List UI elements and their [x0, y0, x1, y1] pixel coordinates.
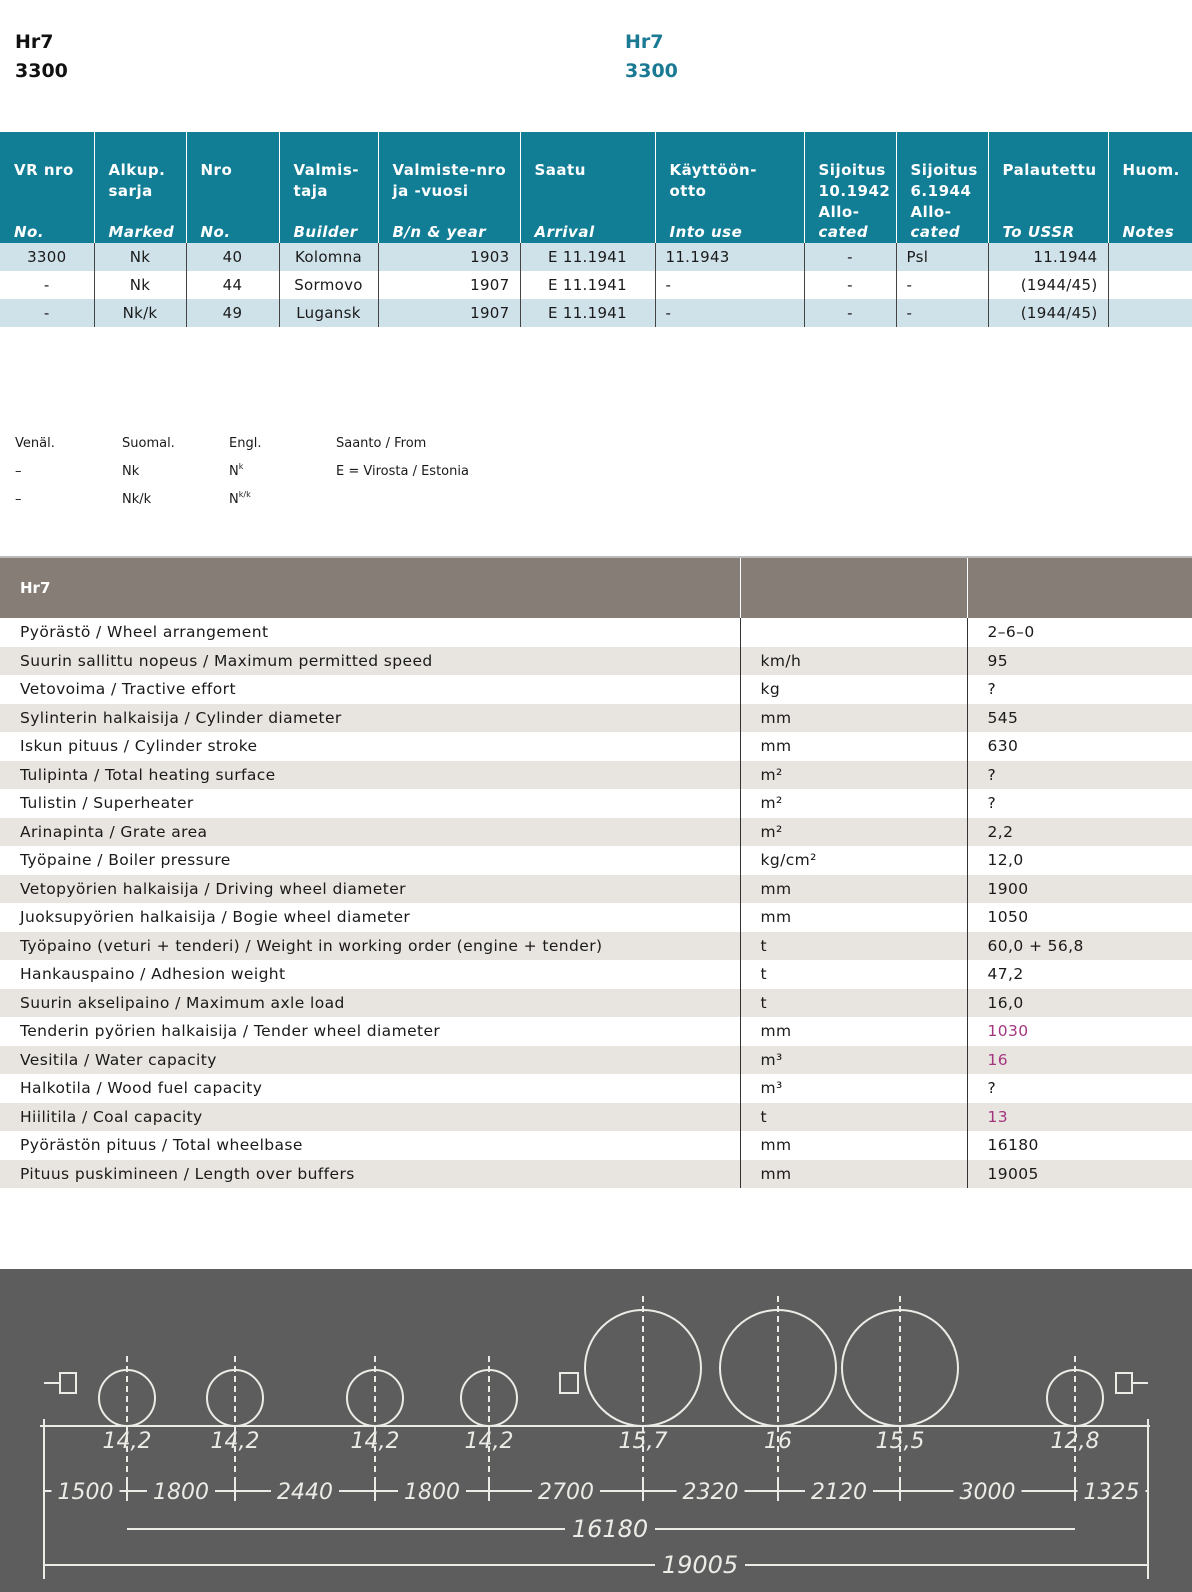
fleet-cell: - [655, 299, 804, 327]
legend-col-en: Engl. [229, 435, 262, 451]
col-label-fi: Valmiste-nro ja -vuosi [392, 161, 507, 200]
fleet-col-header [988, 132, 1108, 243]
spec-label: Tulipinta / Total heating surface [0, 761, 740, 790]
fleet-cell: - [0, 299, 94, 327]
spec-unit: mm [740, 1160, 967, 1189]
legend-fi: Nk/k [122, 491, 152, 507]
fleet-cell: (1944/45) [988, 271, 1108, 299]
fleet-row [0, 299, 1192, 327]
front-buffer [60, 1373, 76, 1393]
spec-value: 12,0 [967, 846, 1192, 875]
spacing-label: 2120 [811, 1480, 867, 1505]
class-title-accent: Hr7 [625, 31, 664, 53]
spec-unit: mm [740, 704, 967, 733]
fleet-table [0, 132, 1192, 327]
spec-label: Halkotila / Wood fuel capacity [0, 1074, 740, 1103]
spec-table [0, 556, 1192, 1188]
spec-unit: m³ [740, 1046, 967, 1075]
fleet-col-header [378, 132, 520, 243]
fleet-row [0, 243, 1192, 271]
spec-unit [740, 618, 967, 647]
fleet-cell: Nk [94, 243, 186, 271]
col-label-en: No. [200, 223, 231, 241]
wheel-diagram [0, 1269, 1192, 1592]
spec-label: Pyörästön pituus / Total wheelbase [0, 1131, 740, 1160]
fleet-cell: Psl [896, 243, 988, 271]
fleet-cell: - [804, 271, 896, 299]
col-label-fi: Sijoitus 10.1942 Allo- [818, 161, 891, 221]
fleet-cell: 11.1944 [988, 243, 1108, 271]
axle-load-label: 14,2 [350, 1429, 400, 1454]
spec-value: ? [967, 789, 1192, 818]
spec-unit: m² [740, 789, 967, 818]
fleet-cell: E 11.1941 [520, 271, 655, 299]
spec-unit: mm [740, 1131, 967, 1160]
col-label-en: No. [14, 223, 45, 241]
spec-label: Työpaino (veturi + tenderi) / Weight in working order (engine + tender) [0, 932, 740, 961]
spec-label: Vesitila / Water capacity [0, 1046, 740, 1075]
legend-row [15, 457, 469, 485]
spec-row [0, 732, 1192, 761]
fleet-col-header [186, 132, 279, 243]
fleet-cell: 3300 [0, 243, 94, 271]
spec-row [0, 818, 1192, 847]
spec-row [0, 1046, 1192, 1075]
fleet-cell: Nk [94, 271, 186, 299]
fleet-col-header [896, 132, 988, 243]
spec-row [0, 647, 1192, 676]
fleet-cell: - [655, 271, 804, 299]
spec-value: 16180 [967, 1131, 1192, 1160]
spec-value: 16,0 [967, 989, 1192, 1018]
spec-value: 13 [967, 1103, 1192, 1132]
spec-row [0, 960, 1192, 989]
spec-label: Sylinterin halkaisija / Cylinder diameter [0, 704, 740, 733]
legend-col-from: Saanto / From [336, 435, 427, 451]
spec-value: ? [967, 761, 1192, 790]
spec-value: 16 [967, 1046, 1192, 1075]
col-label-fi: Huom. [1122, 161, 1180, 179]
legend-en: $N^{k/k}$ [229, 489, 251, 507]
length-label: 19005 [661, 1551, 739, 1579]
col-label-en: To USSR [1002, 223, 1075, 241]
loco-number-accent: 3300 [625, 60, 678, 82]
fleet-col-header [0, 132, 94, 243]
col-label-fi: Saatu [534, 161, 586, 179]
fleet-cell: Nk/k [94, 299, 186, 327]
col-label-en: Builder [293, 223, 358, 241]
spec-value: 545 [967, 704, 1192, 733]
spec-row [0, 1074, 1192, 1103]
spec-row [0, 932, 1192, 961]
col-label-en: Notes [1122, 223, 1175, 241]
header-right [625, 28, 678, 86]
col-label-en: Arrival [534, 223, 595, 241]
spec-value: 60,0 + 56,8 [967, 932, 1192, 961]
spec-label: Tenderin pyörien halkaisija / Tender wheel diameter [0, 1017, 740, 1046]
spec-title: Hr7 [0, 557, 740, 618]
fleet-cell: E 11.1941 [520, 299, 655, 327]
spec-value: 47,2 [967, 960, 1192, 989]
legend-ru: – [15, 463, 22, 479]
col-label-en: Into use [669, 223, 743, 241]
spec-label: Hankauspaino / Adhesion weight [0, 960, 740, 989]
fleet-cell [1108, 299, 1192, 327]
fleet-col-header [655, 132, 804, 243]
axle-load-label: 12,8 [1050, 1429, 1100, 1454]
spacing-label: 1800 [153, 1480, 209, 1505]
spec-row [0, 1160, 1192, 1189]
axle-load-label: 16 [764, 1429, 792, 1454]
col-label-fi: Sijoitus 6.1944 Allo- [910, 161, 978, 221]
spec-value: 2–6–0 [967, 618, 1192, 647]
spec-row [0, 903, 1192, 932]
spec-row [0, 1017, 1192, 1046]
spec-unit: kg [740, 675, 967, 704]
fleet-cell: 1907 [378, 299, 520, 327]
series-legend [15, 429, 469, 513]
spec-label: Pyörästö / Wheel arrangement [0, 618, 740, 647]
fleet-cell [1108, 271, 1192, 299]
spec-row [0, 789, 1192, 818]
spacing-label: 1325 [1083, 1480, 1140, 1505]
legend-header [15, 429, 469, 457]
fleet-cell: Sormovo [279, 271, 378, 299]
fleet-cell: - [896, 299, 988, 327]
axle-load-label: 15,7 [618, 1429, 668, 1454]
fleet-col-header [804, 132, 896, 243]
legend-from: E = Virosta / Estonia [336, 463, 469, 479]
axle-load-label: 14,2 [102, 1429, 152, 1454]
fleet-cell: - [804, 243, 896, 271]
legend-row [15, 485, 469, 513]
legend-col-fi: Suomal. [122, 435, 175, 451]
spec-value: 19005 [967, 1160, 1192, 1189]
spec-label: Työpaine / Boiler pressure [0, 846, 740, 875]
spec-label: Arinapinta / Grate area [0, 818, 740, 847]
spec-unit: m³ [740, 1074, 967, 1103]
spec-unit: kg/cm² [740, 846, 967, 875]
col-label-en: B/n & year [392, 223, 487, 241]
spec-value: 95 [967, 647, 1192, 676]
spec-unit-header [740, 557, 967, 618]
fleet-col-header [520, 132, 655, 243]
spec-value: ? [967, 1074, 1192, 1103]
loco-number: 3300 [15, 60, 68, 82]
fleet-cell: 1903 [378, 243, 520, 271]
spec-value: 1030 [967, 1017, 1192, 1046]
fleet-cell: Kolomna [279, 243, 378, 271]
legend-col-ru: Venäl. [15, 435, 55, 451]
spec-unit: mm [740, 875, 967, 904]
col-label-fi: Käyttöön-otto [669, 161, 757, 200]
col-label-fi: Nro [200, 161, 233, 179]
col-label-en: cated [818, 223, 869, 241]
spec-label: Suurin sallittu nopeus / Maximum permitted speed [0, 647, 740, 676]
fleet-row [0, 271, 1192, 299]
spec-unit: mm [740, 732, 967, 761]
spec-label: Pituus puskimineen / Length over buffers [0, 1160, 740, 1189]
col-label-fi: VR nro [14, 161, 74, 179]
spec-unit: m² [740, 818, 967, 847]
fleet-col-header [1108, 132, 1192, 243]
spacing-label: 2700 [538, 1480, 594, 1505]
header-left [15, 28, 68, 86]
fleet-cell: 40 [186, 243, 279, 271]
spec-value: ? [967, 675, 1192, 704]
coupling [560, 1373, 578, 1393]
fleet-cell: - [804, 299, 896, 327]
axle-load-label: 14,2 [464, 1429, 514, 1454]
spec-unit: km/h [740, 647, 967, 676]
col-label-fi: Valmis-taja [293, 161, 359, 200]
spec-unit: t [740, 1103, 967, 1132]
spacing-label: 2440 [277, 1480, 333, 1505]
fleet-col-header [279, 132, 378, 243]
fleet-cell: 1907 [378, 271, 520, 299]
spec-value-header [967, 557, 1192, 618]
spec-label: Juoksupyörien halkaisija / Bogie wheel diameter [0, 903, 740, 932]
spec-label: Hiilitila / Coal capacity [0, 1103, 740, 1132]
spacing-label: 1800 [404, 1480, 460, 1505]
fleet-cell: - [896, 271, 988, 299]
fleet-cell: 11.1943 [655, 243, 804, 271]
spec-unit: m² [740, 761, 967, 790]
spec-label: Suurin akselipaino / Maximum axle load [0, 989, 740, 1018]
col-label-en: Marked [108, 223, 175, 241]
fleet-col-header [94, 132, 186, 243]
col-label-fi: Alkup. sarja [108, 161, 166, 200]
fleet-cell: Lugansk [279, 299, 378, 327]
spec-row [0, 1103, 1192, 1132]
spec-row [0, 875, 1192, 904]
fleet-cell: 49 [186, 299, 279, 327]
fleet-cell: 44 [186, 271, 279, 299]
spec-unit: t [740, 989, 967, 1018]
col-label-fi: Palautettu [1002, 161, 1097, 179]
spec-label: Iskun pituus / Cylinder stroke [0, 732, 740, 761]
legend-en: $N^k$ [229, 461, 244, 479]
fleet-cell: E 11.1941 [520, 243, 655, 271]
spec-unit: t [740, 960, 967, 989]
spacing-label: 1500 [57, 1480, 114, 1505]
wheelbase-label: 16180 [571, 1515, 649, 1543]
spec-row [0, 989, 1192, 1018]
spec-row [0, 846, 1192, 875]
axle-load-label: 15,5 [875, 1429, 925, 1454]
spec-row [0, 1131, 1192, 1160]
class-title: Hr7 [15, 31, 54, 53]
rear-buffer [1116, 1373, 1132, 1393]
spec-unit: mm [740, 903, 967, 932]
spacing-label: 3000 [959, 1480, 1016, 1505]
spec-value: 1900 [967, 875, 1192, 904]
spec-value: 630 [967, 732, 1192, 761]
spec-value: 1050 [967, 903, 1192, 932]
legend-fi: Nk [122, 463, 140, 479]
spec-unit: mm [740, 1017, 967, 1046]
spec-label: Tulistin / Superheater [0, 789, 740, 818]
spec-label: Vetopyörien halkaisija / Driving wheel diameter [0, 875, 740, 904]
fleet-cell [1108, 243, 1192, 271]
col-label-en: cated [910, 223, 961, 241]
fleet-cell: (1944/45) [988, 299, 1108, 327]
spacing-label: 2320 [682, 1480, 739, 1505]
legend-ru: – [15, 491, 22, 507]
spec-row [0, 704, 1192, 733]
spec-row [0, 618, 1192, 647]
spec-value: 2,2 [967, 818, 1192, 847]
spec-label: Vetovoima / Tractive effort [0, 675, 740, 704]
spec-row [0, 761, 1192, 790]
spec-unit: t [740, 932, 967, 961]
spec-row [0, 675, 1192, 704]
axle-load-label: 14,2 [210, 1429, 260, 1454]
fleet-cell: - [0, 271, 94, 299]
